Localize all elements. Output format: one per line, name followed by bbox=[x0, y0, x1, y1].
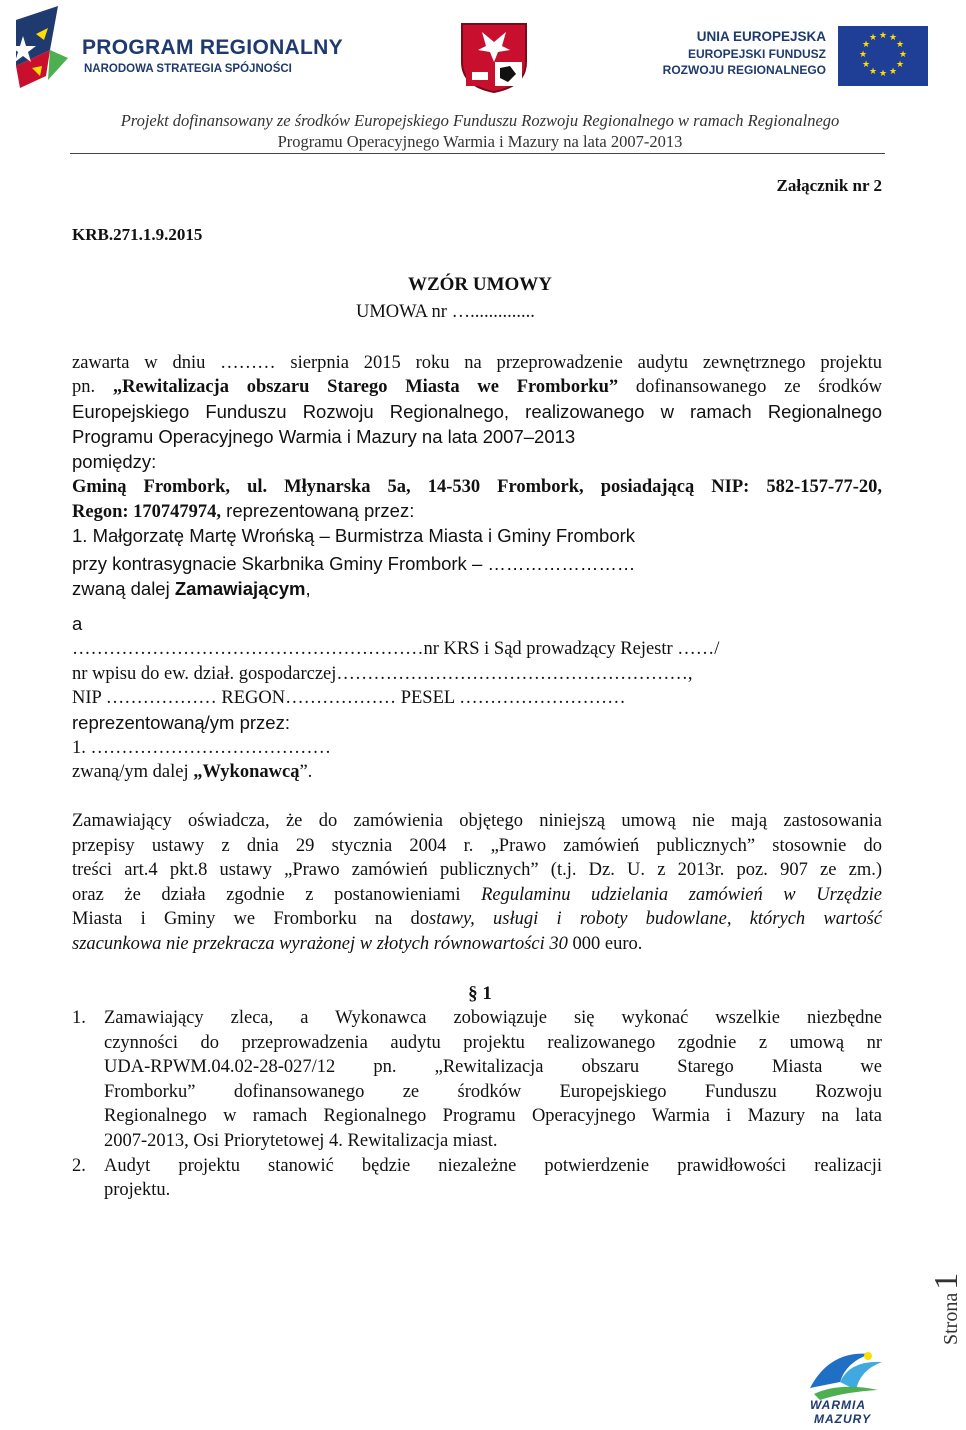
annex-label: Załącznik nr 2 bbox=[776, 176, 882, 195]
statement-line-2: przepisy ustawy z dnia 29 stycznia 2004 r. „Prawo zamówień publicznych” stosownie do bbox=[72, 836, 882, 856]
clause-1-line-2: czynności do przeprowadzenia audytu projektu realizowanego zgodnie z umową nr bbox=[104, 1033, 882, 1053]
party1-line-3: 1. Małgorzatę Martę Wrońską – Burmistrza Miasta i Gminy Frombork bbox=[72, 525, 636, 546]
warmia-mazury-logo bbox=[800, 1346, 890, 1428]
clause-1-line-1: Zamawiający zleca, a Wykonawca zobowiązuje się wykonać wszelkie niezbędne bbox=[104, 1008, 882, 1028]
svg-text:★: ★ bbox=[861, 60, 871, 70]
party2-line-5: 1. ………………………………… bbox=[72, 738, 331, 758]
statement-line-6: szacunkowa nie przekracza wyrażonej w złotych równowartości 30 000 euro. bbox=[72, 934, 643, 954]
party2-line-2: nr wpisu do ew. dział. gospodarczej…………………………………………………, bbox=[72, 664, 693, 684]
statement-line-4: oraz że działa zgodnie z postanowieniami Regulaminu udzielania zamówień w Urzędzie bbox=[72, 885, 882, 905]
statement-line-3: treści art.4 pkt.8 ustawy „Prawo zamówień publicznych” (t.j. Dz. U. z 2013r. poz. 907 ze zm.) bbox=[72, 860, 882, 880]
eu-fund-line1: EUROPEJSKI FUNDUSZ bbox=[687, 47, 826, 61]
party2-line-3: NIP ……………… REGON……………… PESEL ……………………… bbox=[72, 688, 626, 708]
logo-text-warmia: WARMIA bbox=[810, 1398, 866, 1412]
svg-text:★: ★ bbox=[858, 50, 868, 60]
intro-line-4: Programu Operacyjnego Warmia i Mazury na lata 2007–2013 bbox=[72, 426, 576, 447]
party2-line-6: zwaną/ym dalej „Wykonawcą”. bbox=[72, 762, 313, 782]
reference-number: KRB.271.1.9.2015 bbox=[72, 225, 203, 244]
party1-line-4: przy kontrasygnacie Skarbnika Gminy Frombork – …………………… bbox=[72, 553, 636, 574]
intro-line-5: pomiędzy: bbox=[72, 451, 157, 472]
warmia-mazury-bird-icon bbox=[800, 1346, 890, 1400]
eu-fund-line2: ROZWOJU REGIONALNEGO bbox=[662, 63, 826, 77]
intro-line-2: pn. „Rewitalizacja obszaru Starego Miasta we Fromborku” dofinansowanego ze środków bbox=[72, 377, 883, 397]
party1-line-1: Gminą Frombork, ul. Młynarska 5a, 14-530 Frombork, posiadającą NIP: 582-157-77-20, bbox=[72, 477, 882, 497]
party2-and: a bbox=[72, 613, 83, 634]
clause-1-number: 1. bbox=[72, 1008, 86, 1028]
project-name: „Rewitalizacja obszaru Starego Miasta we Fromborku” bbox=[112, 377, 619, 397]
svg-text:★: ★ bbox=[861, 40, 871, 50]
svg-text:★: ★ bbox=[868, 33, 878, 43]
eu-flag-icon bbox=[838, 26, 928, 86]
document-title: WZÓR UMOWY bbox=[407, 274, 553, 295]
svg-text:★: ★ bbox=[878, 69, 888, 79]
program-regionalny-emblem-icon bbox=[6, 6, 76, 94]
eu-title: UNIA EUROPEJSKA bbox=[696, 29, 826, 44]
party1-line-2: Regon: 170747974, reprezentowaną przez: bbox=[72, 500, 415, 522]
clause-1-line-5: Regionalnego w ramach Regionalnego Programu Operacyjnego Warmia i Mazury na lata bbox=[104, 1106, 882, 1126]
clause-2-line-2: projektu. bbox=[104, 1180, 171, 1200]
svg-text:★: ★ bbox=[868, 67, 878, 77]
clause-1-line-4: Fromborku” dofinansowanego ze środków Europejskiego Funduszu Rozwoju bbox=[104, 1082, 882, 1102]
section-heading: § 1 bbox=[468, 983, 492, 1004]
wykonawca-label: „Wykonawcą bbox=[193, 762, 300, 782]
party2-line-4: reprezentowaną/ym przez: bbox=[72, 712, 290, 733]
clause-2-number: 2. bbox=[72, 1156, 86, 1176]
svg-text:★: ★ bbox=[878, 31, 888, 41]
statement-line-5: Miasta i Gminy we Fromborku na dostawy, usługi i roboty budowlane, których wartość bbox=[72, 909, 882, 929]
svg-text:★: ★ bbox=[888, 33, 898, 43]
page-number: 1 bbox=[928, 1272, 965, 1290]
project-line-2: Programu Operacyjnego Warmia i Mazury na lata 2007-2013 bbox=[277, 132, 683, 151]
warmia-mazury-coat-of-arms-icon bbox=[460, 22, 528, 94]
header-divider bbox=[70, 153, 885, 154]
logo-text-mazury: MAZURY bbox=[814, 1412, 872, 1426]
eu-logo bbox=[640, 26, 930, 90]
svg-text:★: ★ bbox=[895, 60, 905, 70]
intro-line-3: Europejskiego Funduszu Rozwoju Regionalnego, realizowanego w ramach Regionalnego bbox=[72, 401, 882, 422]
clause-1-line-3: UDA-RPWM.04.02-28-027/12 pn. „Rewitalizacja obszaru Starego Miasta we bbox=[104, 1057, 882, 1077]
page-word: Strona bbox=[940, 1292, 962, 1345]
party1-line-5: zwaną dalej Zamawiającym, bbox=[72, 578, 311, 599]
svg-text:★: ★ bbox=[898, 50, 908, 60]
program-subtitle: NARODOWA STRATEGIA SPÓJNOŚCI bbox=[84, 63, 292, 75]
program-title: PROGRAM REGIONALNY bbox=[82, 36, 343, 59]
party2-line-1: …………………………………………………nr KRS i Sąd prowadzący Rejestr ……/ bbox=[72, 639, 720, 659]
zamawiajacy-label: Zamawiającym bbox=[174, 578, 306, 599]
page-indicator bbox=[928, 1273, 966, 1345]
svg-text:★: ★ bbox=[888, 67, 898, 77]
svg-text:★: ★ bbox=[895, 40, 905, 50]
contract-number: UMOWA nr ….............. bbox=[356, 302, 535, 322]
clause-2-line-1: Audyt projektu stanowić będzie niezależne potwierdzenie prawidłowości realizacji bbox=[104, 1156, 882, 1176]
clause-1-line-6: 2007-2013, Osi Priorytetowej 4. Rewitalizacja miast. bbox=[104, 1131, 498, 1151]
program-regionalny-logo bbox=[6, 6, 346, 94]
intro-line-1: zawarta w dniu ……… sierpnia 2015 roku na przeprowadzenie audytu zewnętrznego projektu bbox=[72, 353, 882, 373]
statement-line-1: Zamawiający oświadcza, że do zamówienia objętego niniejszą umową nie mają zastosowania bbox=[72, 811, 882, 831]
project-line-1: Projekt dofinansowany ze środków Europejskiego Funduszu Rozwoju Regionalnego w ramach Regionalnego bbox=[120, 111, 840, 130]
